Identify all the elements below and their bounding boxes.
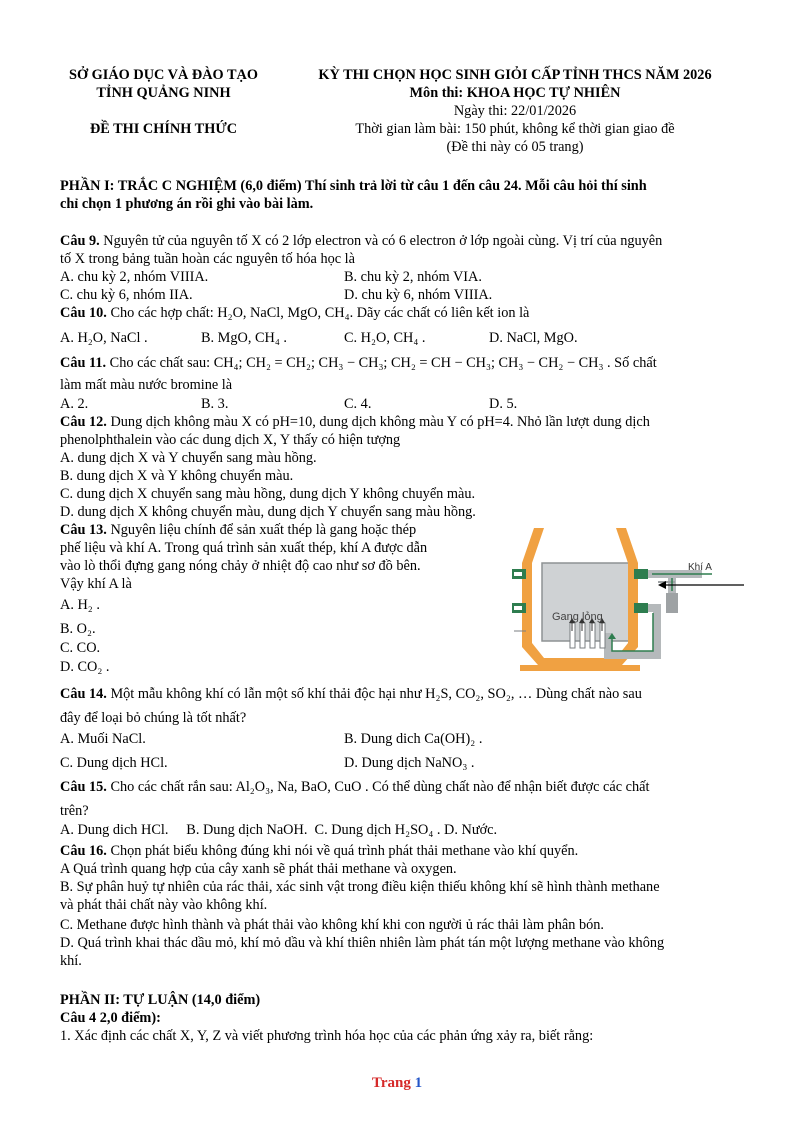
option-c: C. Methane được hình thành và phát thải vào không khí khi con người ủ rác thải làm phân bón. bbox=[60, 917, 605, 933]
question-text: Nguyên tử của nguyên tố X có 2 lớp electron và có 6 electron ở lớp ngoài cùng. Vị trí của nguyên bbox=[99, 233, 663, 249]
question-label: Câu 11. bbox=[60, 355, 107, 371]
question-text: Dùng chất nào sau bbox=[532, 686, 642, 702]
option-b: B. O₂. bbox=[60, 621, 96, 637]
question-text: Một mẫu không khí có lẫn một số khí thải độc hại như bbox=[106, 686, 426, 702]
dept-line1: SỞ GIÁO DỤC VÀ ĐÀO TẠO bbox=[69, 67, 258, 83]
question-text: Cho các chất rắn sau: bbox=[106, 779, 236, 795]
exam-duration: Thời gian làm bài: 150 phút, không kể thời gian giao đề bbox=[355, 121, 675, 137]
option-a: A. 2. bbox=[60, 396, 89, 412]
question-label: Câu 13. bbox=[60, 522, 107, 538]
question-text: vào lò thổi đựng gang nóng chảy ở nhiệt độ cao như sơ đồ bên. bbox=[60, 558, 421, 574]
question-15 bbox=[60, 779, 649, 796]
page-number bbox=[0, 1075, 794, 1092]
question-text: tố X trong bảng tuần hoàn các nguyên tố hóa học là bbox=[60, 251, 355, 267]
question-4-title: Câu 4 2,0 điểm): bbox=[60, 1010, 161, 1026]
question-9 bbox=[60, 233, 662, 250]
option-d: D. chu kỳ 6, nhóm VIIIA. bbox=[344, 287, 493, 303]
question-11 bbox=[60, 355, 657, 372]
question-text: Vậy khí A là bbox=[60, 576, 132, 592]
option-d: D. Quá trình khai thác dầu mỏ, khí mỏ dầu và khí thiên nhiên làm phát tán một lượng methane vào không bbox=[60, 935, 665, 951]
option-b-cont: và phát thải chất này vào không khí. bbox=[60, 897, 268, 913]
option-d: D. NaCl, MgO. bbox=[489, 330, 578, 346]
solid-list: Al₂O₃, Na, BaO, CuO bbox=[235, 779, 362, 795]
question-label: Câu 15. bbox=[60, 779, 107, 795]
question-text: đây để loại bỏ chúng là tốt nhất? bbox=[60, 710, 247, 726]
option-d: D. CO₂ . bbox=[60, 659, 110, 675]
page-word: Trang bbox=[371, 1075, 411, 1091]
question-13 bbox=[60, 522, 416, 539]
option-c: C. H₂O, CH₄ . bbox=[344, 330, 426, 346]
question-text: . Dãy các chất có liên kết ion là bbox=[349, 305, 530, 321]
option-a: A Quá trình quang hợp của cây xanh sẽ phát thải methane và oxygen. bbox=[60, 861, 457, 877]
official-exam-label: ĐỀ THI CHÍNH THỨC bbox=[89, 121, 238, 137]
question-text: Nguyên liệu chính để sản xuất thép là gang hoặc thép bbox=[106, 522, 417, 538]
question-text: . Số chất bbox=[603, 355, 657, 371]
question-16 bbox=[60, 843, 578, 860]
option-a: A. H₂ . bbox=[60, 597, 100, 613]
option-b: B. 3. bbox=[201, 396, 229, 412]
question-text: làm mất màu nước bromine là bbox=[60, 377, 233, 393]
question-label: Câu 16. bbox=[60, 843, 107, 859]
question-text: Cho các chất sau: bbox=[106, 355, 214, 371]
compound-list: CH₄; CH₂ = CH₂; CH₃ − CH₃; CH₂ = CH − CH₃; CH₃ − CH₂ − CH₃ bbox=[213, 355, 604, 371]
option-d: D. 5. bbox=[489, 396, 518, 412]
question-4-text: 1. Xác định các chất X, Y, Z và viết phương trình hóa học của các phản ứng xảy ra, biết rằng: bbox=[60, 1028, 594, 1044]
exam-date: Ngày thi: 22/01/2026 bbox=[453, 103, 577, 119]
gas-a-label: Khí A bbox=[688, 562, 712, 573]
option-a: A. dung dịch X và Y chuyển sang màu hồng. bbox=[60, 450, 317, 466]
option-b: B. Sự phân huỷ tự nhiên của rác thải, xác sinh vật trong điều kiện thiếu không khí sẽ hình thành methane bbox=[60, 879, 660, 895]
option-b: B. Dung dich Ca(OH)₂ . bbox=[344, 731, 483, 747]
option-c: C. CO. bbox=[60, 640, 101, 656]
question-text: Cho các hợp chất: bbox=[106, 305, 218, 321]
answer-options: A. Dung dich HCl. B. Dung dịch NaOH. C. Dung dịch H₂SO₄ . D. Nước. bbox=[60, 822, 498, 838]
question-text: Dung dịch không màu X có pH=10, dung dịch không màu Y có pH=4. Nhỏ lần lượt dung dịch bbox=[106, 414, 650, 430]
option-d: D. dung dịch X không chuyển màu, dung dịch Y chuyển sang màu hồng. bbox=[60, 504, 476, 520]
part1-title-cont: chỉ chọn 1 phương án rồi ghi vào bài làm. bbox=[60, 196, 314, 212]
exam-subject: Môn thi: KHOA HỌC TỰ NHIÊN bbox=[409, 85, 621, 101]
question-text: Chọn phát biểu không đúng khi nói về quá trình phát thải methane vào khí quyển. bbox=[106, 843, 579, 859]
exam-pages-note: (Đề thi này có 05 trang) bbox=[446, 139, 584, 155]
question-12 bbox=[60, 414, 650, 431]
steel-furnace-figure bbox=[512, 523, 747, 680]
option-a: A. chu kỳ 2, nhóm VIIIA. bbox=[60, 269, 209, 285]
question-text: . Có thể dùng chất nào để nhận biết được các chất bbox=[361, 779, 650, 795]
question-text: phế liệu và khí A. Trong quá trình sản xuất thép, khí A được dẫn bbox=[60, 540, 428, 556]
question-10 bbox=[60, 305, 529, 322]
question-label: Câu 10. bbox=[60, 305, 107, 321]
molten-iron-label: Gang lỏng bbox=[552, 611, 603, 623]
option-a: A. Muối NaCl. bbox=[60, 731, 146, 747]
option-d-cont: khí. bbox=[60, 953, 82, 969]
dept-line2: TỈNH QUẢNG NINH bbox=[96, 85, 231, 101]
option-c: C. 4. bbox=[344, 396, 372, 412]
option-b: B. chu kỳ 2, nhóm VIA. bbox=[344, 269, 482, 285]
question-label: Câu 12. bbox=[60, 414, 107, 430]
compound-list: H₂O, NaCl, MgO, CH₄ bbox=[217, 305, 350, 321]
exam-title: KỲ THI CHỌN HỌC SINH GIỎI CẤP TỈNH THCS NĂM 2026 bbox=[318, 67, 712, 83]
option-b: B. dung dịch X và Y không chuyển màu. bbox=[60, 468, 294, 484]
question-text: trên? bbox=[60, 803, 89, 819]
option-c: C. chu kỳ 6, nhóm IIA. bbox=[60, 287, 193, 303]
option-b: B. MgO, CH₄ . bbox=[201, 330, 288, 346]
gas-list: H₂S, CO₂, SO₂, … bbox=[425, 686, 533, 702]
page-number-value: 1 bbox=[414, 1075, 423, 1091]
question-label: Câu 14. bbox=[60, 686, 107, 702]
question-14 bbox=[60, 686, 642, 703]
option-a: A. H₂O, NaCl . bbox=[60, 330, 148, 346]
question-label: Câu 9. bbox=[60, 233, 100, 249]
part1-title: PHẦN I: TRẮC C NGHIỆM (6,0 điểm) Thí sinh trả lời từ câu 1 đến câu 24. Mỗi câu hỏi thí sinh bbox=[60, 178, 647, 194]
question-text: phenolphthalein vào các dung dịch X, Y thấy có hiện tượng bbox=[60, 432, 401, 448]
option-c: C. dung dịch X chuyển sang màu hồng, dung dịch Y không chuyển màu. bbox=[60, 486, 476, 502]
part2-title: PHẦN II: TỰ LUẬN (14,0 điểm) bbox=[60, 992, 261, 1008]
option-c: C. Dung dịch HCl. bbox=[60, 755, 168, 771]
option-d: D. Dung dịch NaNO₃ . bbox=[344, 755, 475, 771]
